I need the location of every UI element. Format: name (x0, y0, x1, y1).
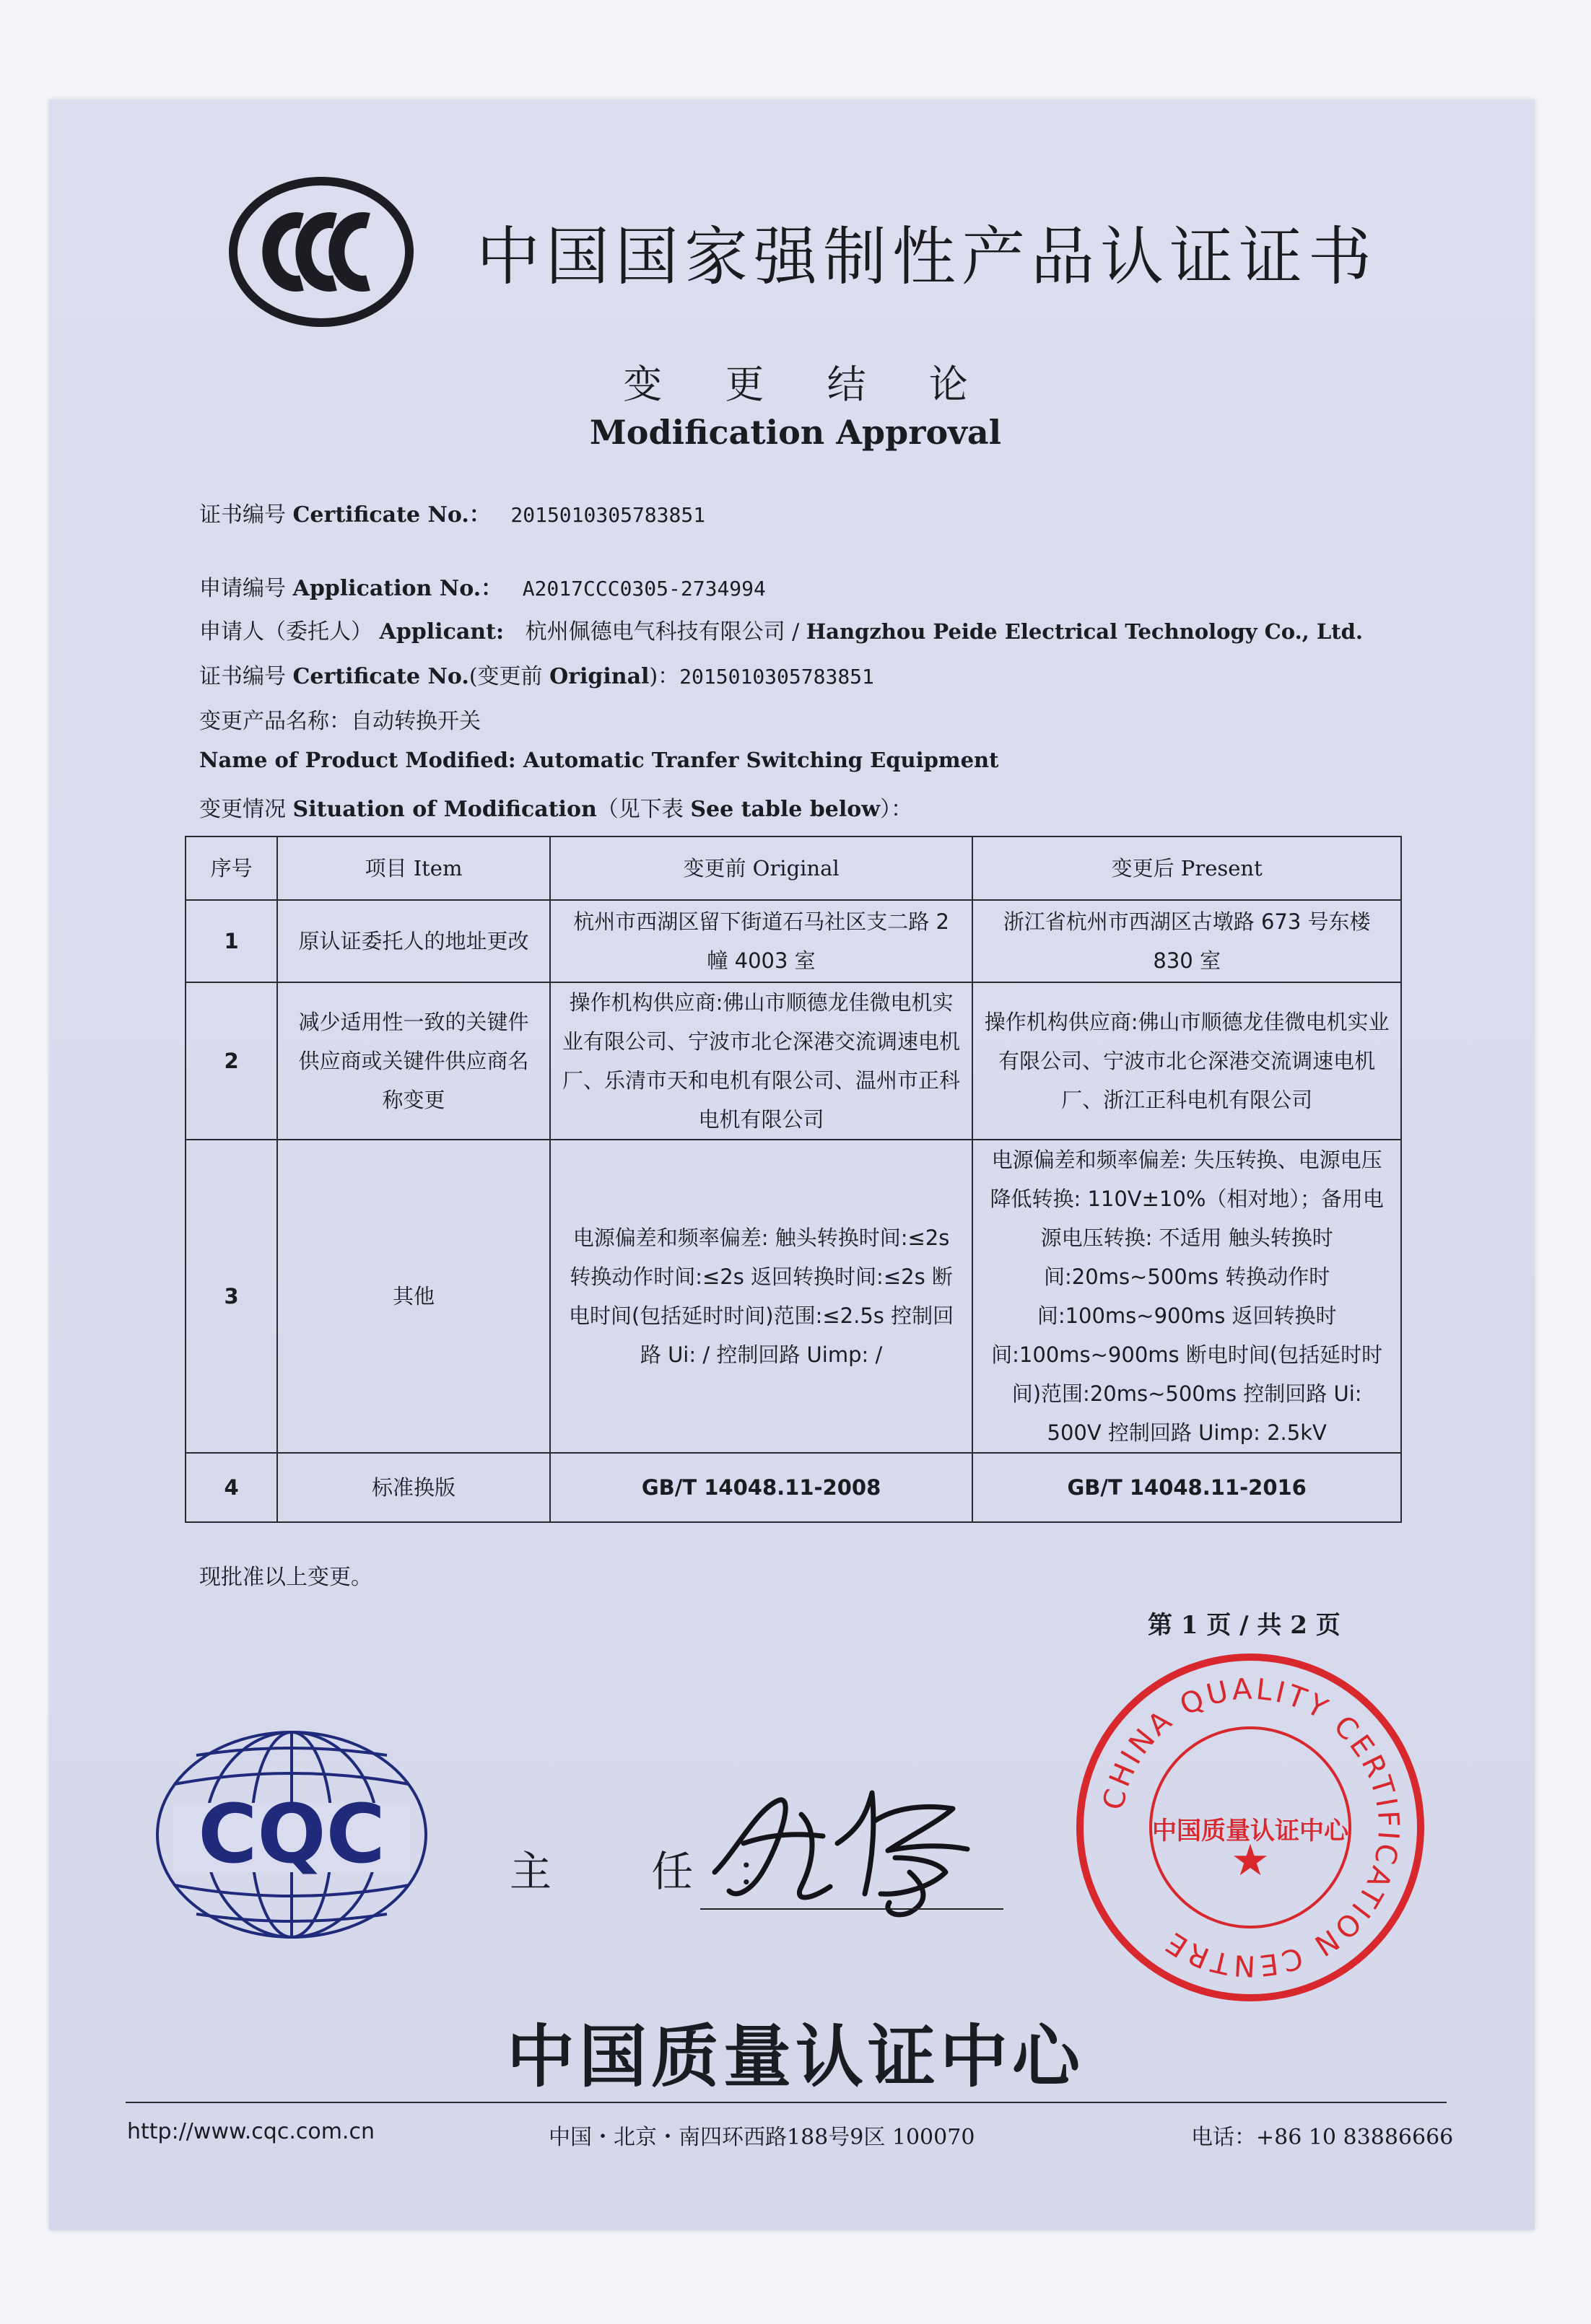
row-no: 3 (186, 1140, 277, 1453)
cert-no-line (199, 497, 705, 528)
situation-label-cn: 变更情况 (199, 797, 286, 822)
signature-line (700, 1908, 1003, 1910)
cert-no-label-cn: 证书编号 (199, 502, 286, 528)
header-no: 序号 (186, 836, 277, 900)
product-cn: 自动转换开关 (351, 709, 481, 734)
situation-label-en: Situation of Modification (292, 797, 597, 822)
row-item: 标准换版 (277, 1453, 550, 1522)
ccc-logo-icon (228, 176, 414, 328)
product-line (199, 703, 481, 735)
footer-website[interactable]: http://www.cqc.com.cn (127, 2119, 375, 2144)
applicant-en: Hangzhou Peide Electrical Technology Co., Ltd. (806, 619, 1364, 644)
row-no: 2 (186, 982, 277, 1140)
row-present: GB/T 14048.11-2016 (972, 1453, 1401, 1522)
row-no: 1 (186, 900, 277, 982)
header-item: 项目 Item (277, 836, 550, 900)
cqc-logo-text: CQC (198, 1788, 385, 1882)
certificate-title: 中国国家强制性产品认证证书 (476, 219, 1378, 294)
footer-divider (126, 2102, 1447, 2103)
approval-statement: 现批准以上变更。 (199, 1565, 372, 1590)
row-original: 杭州市西湖区留下街道石马社区支二路 2 幢 4003 室 (550, 900, 973, 982)
row-original: 电源偏差和频率偏差: 触头转换时间:≤2s 转换动作时间:≤2s 返回转换时间:≤2s 断电时间(包括延时时间)范围:≤2.5s 控制回路 Ui: / 控制回路 Uimp: / (550, 1140, 973, 1453)
product-label-cn: 变更产品名称： (199, 709, 351, 734)
certification-seal (1073, 1650, 1428, 2005)
orig-cert-label-en2: Original (549, 664, 650, 689)
footer-phone: 电话：+86 10 83886666 (1191, 2125, 1454, 2150)
row-item: 减少适用性一致的关键件供应商或关键件供应商名称变更 (277, 982, 550, 1140)
table-row (186, 1140, 1401, 1453)
table-row (186, 982, 1401, 1140)
orig-cert-value: 2015010305783851 (679, 665, 874, 689)
app-no-value: A2017CCC0305-2734994 (522, 577, 766, 600)
applicant-label-cn: 申请人（委托人） (199, 619, 372, 645)
director-signature (693, 1764, 996, 1923)
seal-ring-text: CHINA QUALITY CERTIFICATION CENTRE (1097, 1672, 1405, 1983)
orig-cert-label-en: Certificate No. (292, 664, 469, 689)
orig-cert-label-cn2: (变更前 (468, 664, 543, 689)
situation-note-cn: （见下表 (596, 797, 684, 822)
product-en-line: Name of Product Modified: Automatic Tranfer Switching Equipment (199, 748, 999, 772)
row-original: 操作机构供应商:佛山市顺德龙佳微电机实业有限公司、宁波市北仑深港交流调速电机厂、乐清市天和电机有限公司、温州市正科电机有限公司 (550, 982, 973, 1140)
situation-note-en: See table below (690, 797, 881, 822)
row-item: 其他 (277, 1140, 550, 1453)
cqc-logo (153, 1726, 430, 1943)
cert-no-label-en: Certificate No.： (292, 502, 491, 528)
header-original: 变更前 Original (550, 836, 973, 900)
cert-no-value: 2015010305783851 (510, 503, 706, 527)
header-present: 变更后 Present (972, 836, 1401, 900)
applicant-cn: 杭州佩德电气科技有限公司 / (525, 619, 800, 645)
orig-cert-suffix: )： (649, 664, 680, 689)
row-present: 电源偏差和频率偏差: 失压转换、电源电压降低转换: 110V±10%（相对地）；备用电源电压转换: 不适用 触头转换时间:20ms~500ms 转换动作时间:100ms~900ms 返回转换时间:100ms~900ms 断电时间(包括延时时间)范围:20ms~500ms 控制回路 Ui: 500V 控制回路 Uimp: 2.5kV (972, 1140, 1401, 1453)
director-label: 主 任： (510, 1847, 822, 1896)
row-no: 4 (186, 1453, 277, 1522)
row-present: 浙江省杭州市西湖区古墩路 673 号东楼 830 室 (972, 900, 1401, 982)
table-header-row (186, 836, 1401, 900)
table-row (186, 1453, 1401, 1522)
app-no-line (199, 570, 766, 602)
row-item: 原认证委托人的地址更改 (277, 900, 550, 982)
applicant-label-en: Applicant: (379, 619, 505, 645)
orig-cert-label-cn: 证书编号 (199, 664, 286, 689)
app-no-label-en: Application No.： (292, 576, 503, 601)
situation-line (199, 791, 912, 823)
situation-note-end: ）： (880, 797, 913, 822)
row-original: GB/T 14048.11-2008 (550, 1453, 973, 1522)
applicant-line (199, 613, 1363, 645)
subtitle-cn: 变 更 结 论 (623, 362, 968, 407)
seal-inner-text: 中国质量认证中心 (1152, 1817, 1348, 1845)
modification-table (185, 836, 1402, 1523)
subtitle-en: Modification Approval (589, 413, 1002, 452)
table-row (186, 900, 1401, 982)
app-no-label-cn: 申请编号 (199, 576, 286, 601)
row-present: 操作机构供应商:佛山市顺德龙佳微电机实业有限公司、宁波市北仑深港交流调速电机厂、浙江正科电机有限公司 (972, 982, 1401, 1140)
footer-address: 中国・北京・南四环西路188号9区 100070 (549, 2125, 975, 2150)
orig-cert-line (199, 658, 874, 690)
star-icon: ★ (1231, 1835, 1270, 1886)
issuer-name: 中国质量认证中心 (506, 2018, 1084, 2097)
page-number: 第 1 页 / 共 2 页 (1148, 1611, 1341, 1640)
